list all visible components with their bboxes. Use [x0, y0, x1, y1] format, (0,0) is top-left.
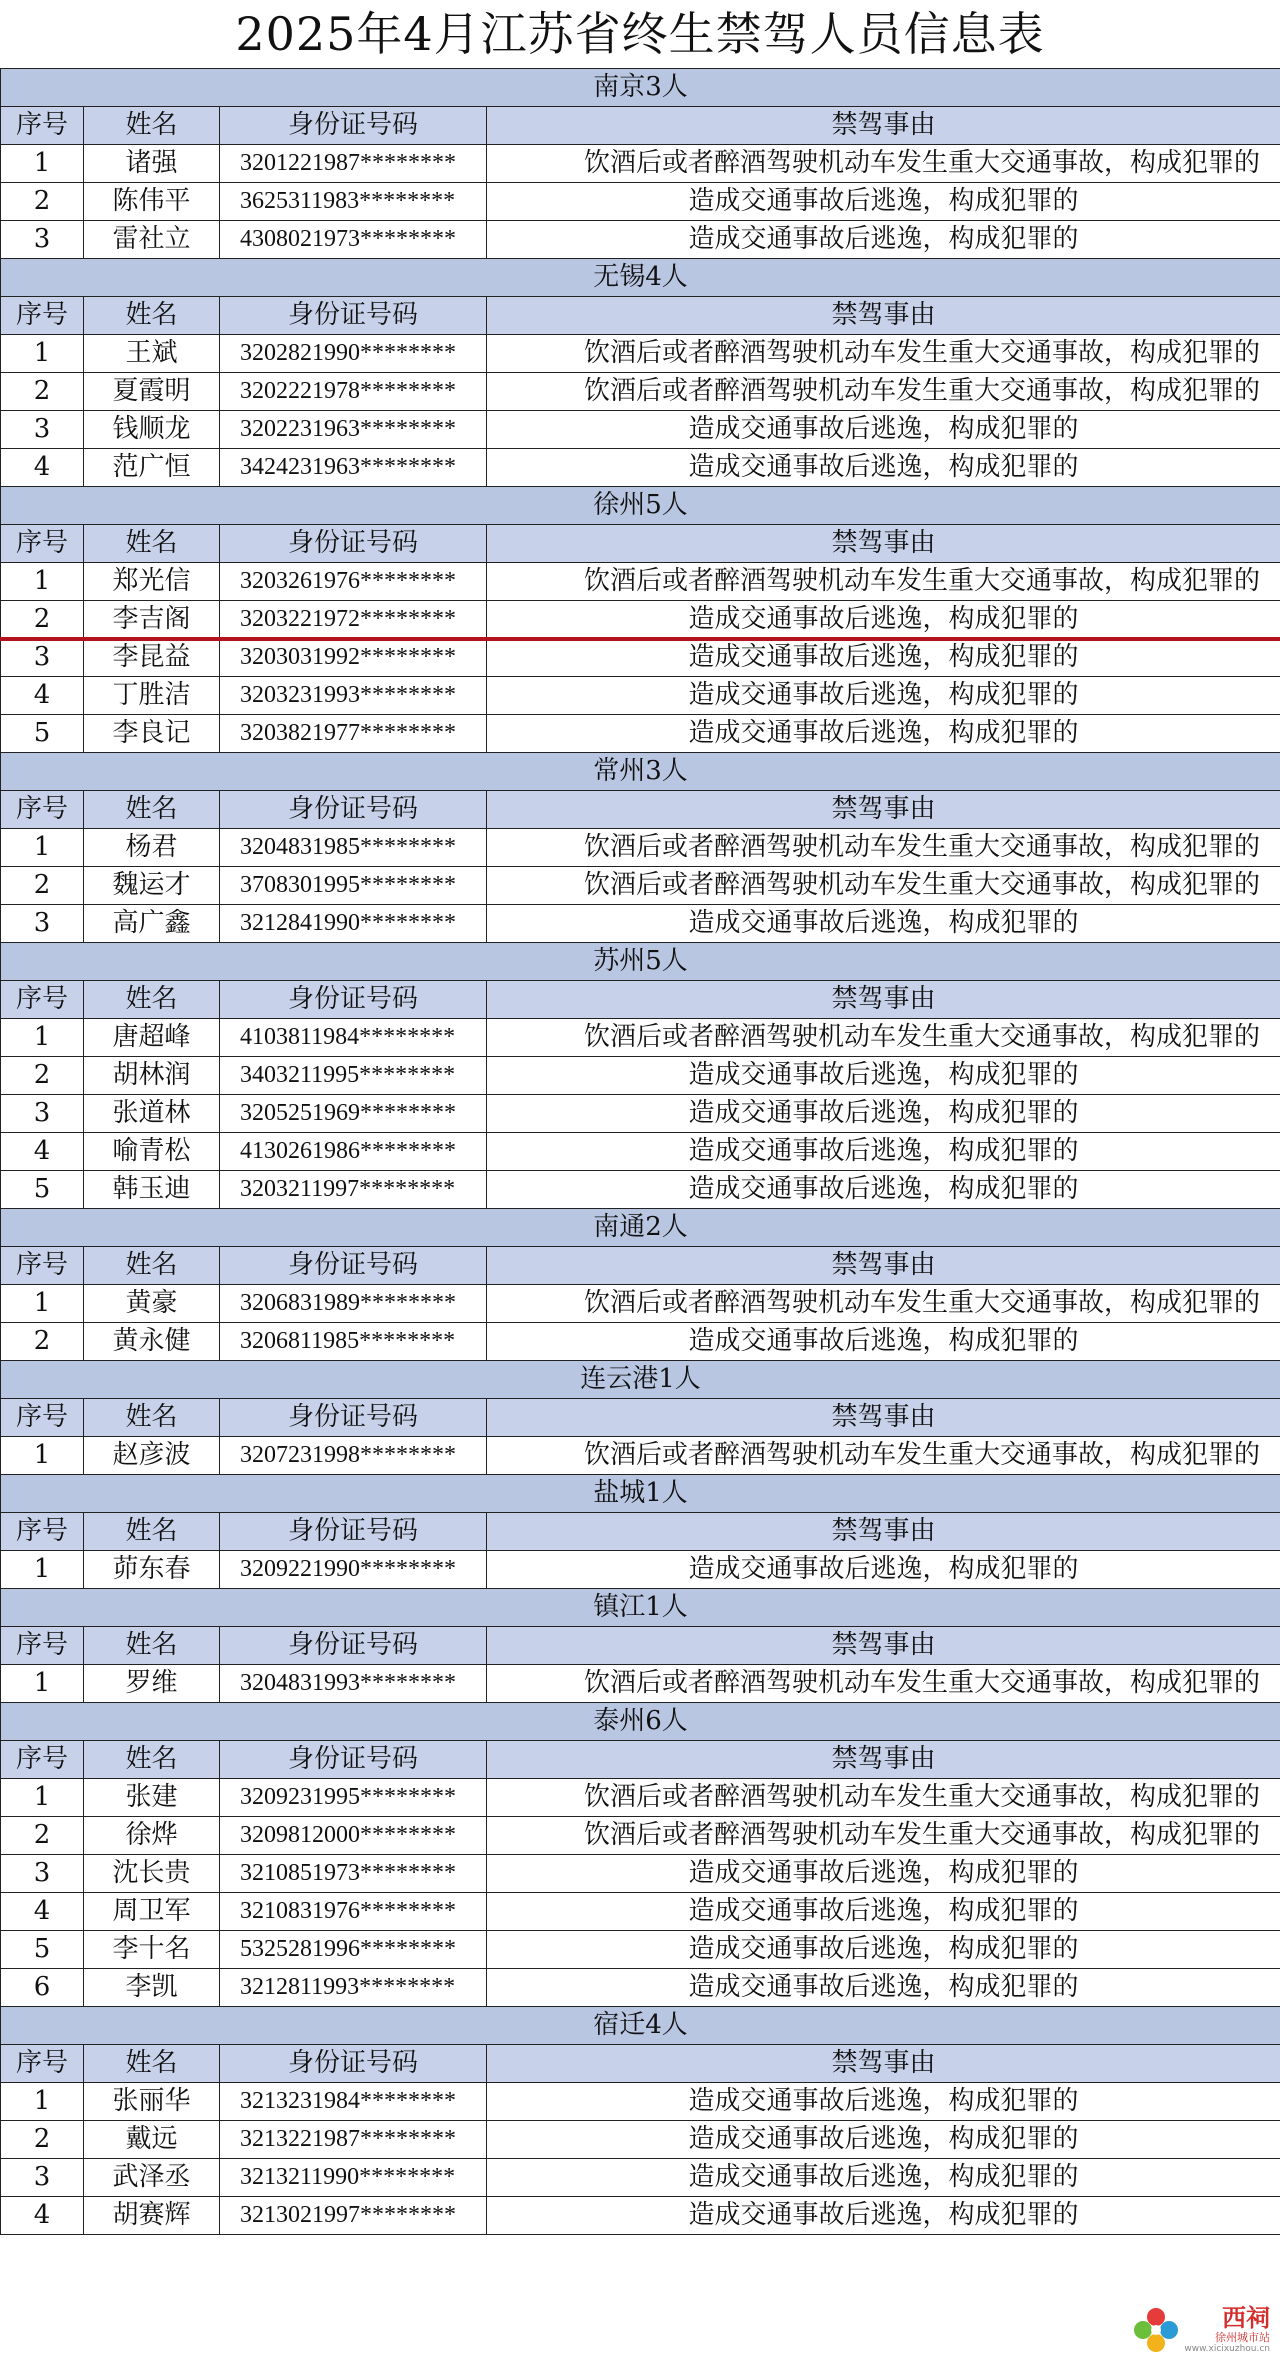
- cell-no: 1: [1, 829, 84, 867]
- cell-reason: 造成交通事故后逃逸，构成犯罪的: [487, 639, 1280, 677]
- cell-reason: 造成交通事故后逃逸，构成犯罪的: [487, 221, 1280, 259]
- cell-reason: 饮酒后或者醉酒驾驶机动车发生重大交通事故，构成犯罪的: [487, 1437, 1280, 1475]
- cell-id-number: 3708301995********: [220, 867, 487, 905]
- cell-id-number: 3206811985********: [220, 1323, 487, 1361]
- table-row: [1, 1323, 1280, 1361]
- cell-no: 4: [1, 1133, 84, 1171]
- cell-id-number: 3201221987********: [220, 145, 487, 183]
- table-row: [1, 1171, 1280, 1209]
- cell-name: 韩玉迪: [84, 1171, 220, 1209]
- table-row: [1, 715, 1280, 753]
- cell-name: 茆东春: [84, 1551, 220, 1589]
- cell-id-number: 3202221978********: [220, 373, 487, 411]
- table-row: [1, 2159, 1280, 2197]
- cell-name: 王斌: [84, 335, 220, 373]
- header-reason: 禁驾事由: [487, 2045, 1280, 2083]
- city-section-header: [1, 1703, 1280, 1741]
- cell-reason: 造成交通事故后逃逸，构成犯罪的: [487, 2083, 1280, 2121]
- cell-no: 2: [1, 867, 84, 905]
- header-name: 姓名: [84, 107, 220, 145]
- cell-reason: 饮酒后或者醉酒驾驶机动车发生重大交通事故，构成犯罪的: [487, 1665, 1280, 1703]
- table-row: [1, 221, 1280, 259]
- flower-logo-icon: [1134, 2308, 1178, 2352]
- cell-name: 唐超峰: [84, 1019, 220, 1057]
- cell-name: 喻青松: [84, 1133, 220, 1171]
- cell-id-number: 3210831976********: [220, 1893, 487, 1931]
- cell-reason: 饮酒后或者醉酒驾驶机动车发生重大交通事故，构成犯罪的: [487, 563, 1280, 601]
- cell-reason: 造成交通事故后逃逸，构成犯罪的: [487, 2121, 1280, 2159]
- city-label: 连云港1人: [1, 1361, 1280, 1399]
- cell-name: 李凯: [84, 1969, 220, 2007]
- header-name: 姓名: [84, 791, 220, 829]
- cell-name: 李吉阁: [84, 601, 220, 639]
- city-label: 徐州5人: [1, 487, 1280, 525]
- watermark-brand: 西祠: [1222, 2304, 1270, 2332]
- table-row: [1, 905, 1280, 943]
- table-wrapper: [0, 68, 1280, 2235]
- table-row: [1, 2121, 1280, 2159]
- cell-no: 1: [1, 563, 84, 601]
- table-row: [1, 1931, 1280, 1969]
- cell-id-number: 4308021973********: [220, 221, 487, 259]
- header-reason: 禁驾事由: [487, 1247, 1280, 1285]
- city-section-header: [1, 1475, 1280, 1513]
- cell-name: 沈长贵: [84, 1855, 220, 1893]
- header-name: 姓名: [84, 1627, 220, 1665]
- city-section-header: [1, 753, 1280, 791]
- header-reason: 禁驾事由: [487, 1627, 1280, 1665]
- cell-id-number: 3209221990********: [220, 1551, 487, 1589]
- header-no: 序号: [1, 525, 84, 563]
- cell-reason: 造成交通事故后逃逸，构成犯罪的: [487, 1323, 1280, 1361]
- table-row: [1, 829, 1280, 867]
- cell-no: 4: [1, 449, 84, 487]
- header-name: 姓名: [84, 2045, 220, 2083]
- cell-no: 1: [1, 1779, 84, 1817]
- header-name: 姓名: [84, 1247, 220, 1285]
- cell-no: 4: [1, 1893, 84, 1931]
- cell-reason: 造成交通事故后逃逸，构成犯罪的: [487, 1171, 1280, 1209]
- watermark: [1070, 2302, 1270, 2358]
- cell-id-number: 3424231963********: [220, 449, 487, 487]
- cell-reason: 造成交通事故后逃逸，构成犯罪的: [487, 905, 1280, 943]
- city-label: 镇江1人: [1, 1589, 1280, 1627]
- cell-no: 3: [1, 1855, 84, 1893]
- table-row: [1, 1057, 1280, 1095]
- header-no: 序号: [1, 981, 84, 1019]
- cell-reason: 饮酒后或者醉酒驾驶机动车发生重大交通事故，构成犯罪的: [487, 1019, 1280, 1057]
- header-no: 序号: [1, 297, 84, 335]
- column-header-row: [1, 107, 1280, 145]
- header-id: 身份证号码: [220, 107, 487, 145]
- table-row: [1, 1779, 1280, 1817]
- cell-reason: 造成交通事故后逃逸，构成犯罪的: [487, 715, 1280, 753]
- cell-no: 1: [1, 1551, 84, 1589]
- cell-no: 3: [1, 221, 84, 259]
- header-no: 序号: [1, 1399, 84, 1437]
- cell-name: 张建: [84, 1779, 220, 1817]
- header-no: 序号: [1, 107, 84, 145]
- cell-name: 范广恒: [84, 449, 220, 487]
- table-row: [1, 2083, 1280, 2121]
- cell-id-number: 3207231998********: [220, 1437, 487, 1475]
- table-row: [1, 1285, 1280, 1323]
- cell-no: 1: [1, 2083, 84, 2121]
- header-id: 身份证号码: [220, 1741, 487, 1779]
- table-row: [1, 2197, 1280, 2235]
- cell-id-number: 3212811993********: [220, 1969, 487, 2007]
- cell-name: 丁胜洁: [84, 677, 220, 715]
- cell-id-number: 3206831989********: [220, 1285, 487, 1323]
- city-label: 苏州5人: [1, 943, 1280, 981]
- city-label: 泰州6人: [1, 1703, 1280, 1741]
- highlight-underline: [0, 637, 1280, 641]
- cell-reason: 饮酒后或者醉酒驾驶机动车发生重大交通事故，构成犯罪的: [487, 373, 1280, 411]
- cell-name: 高广鑫: [84, 905, 220, 943]
- column-header-row: [1, 1627, 1280, 1665]
- header-no: 序号: [1, 1741, 84, 1779]
- header-name: 姓名: [84, 525, 220, 563]
- cell-name: 李良记: [84, 715, 220, 753]
- header-no: 序号: [1, 1627, 84, 1665]
- cell-no: 3: [1, 1095, 84, 1133]
- cell-reason: 造成交通事故后逃逸，构成犯罪的: [487, 1095, 1280, 1133]
- cell-reason: 造成交通事故后逃逸，构成犯罪的: [487, 2159, 1280, 2197]
- cell-no: 4: [1, 677, 84, 715]
- city-label: 盐城1人: [1, 1475, 1280, 1513]
- cell-no: 2: [1, 601, 84, 639]
- table-row: [1, 677, 1280, 715]
- table-row: [1, 867, 1280, 905]
- cell-reason: 造成交通事故后逃逸，构成犯罪的: [487, 2197, 1280, 2235]
- table-row: [1, 1095, 1280, 1133]
- cell-id-number: 3213021997********: [220, 2197, 487, 2235]
- table-row: [1, 1817, 1280, 1855]
- header-name: 姓名: [84, 297, 220, 335]
- cell-name: 张丽华: [84, 2083, 220, 2121]
- header-no: 序号: [1, 2045, 84, 2083]
- cell-id-number: 3203211997********: [220, 1171, 487, 1209]
- city-label: 无锡4人: [1, 259, 1280, 297]
- watermark-subtitle: 徐州城市站: [1215, 2331, 1270, 2344]
- cell-reason: 造成交通事故后逃逸，构成犯罪的: [487, 1057, 1280, 1095]
- table-row: [1, 639, 1280, 677]
- cell-id-number: 3213231984********: [220, 2083, 487, 2121]
- cell-name: 杨君: [84, 829, 220, 867]
- cell-id-number: 3203221972********: [220, 601, 487, 639]
- city-label: 南京3人: [1, 69, 1280, 107]
- cell-no: 1: [1, 145, 84, 183]
- cell-name: 李十名: [84, 1931, 220, 1969]
- cell-no: 3: [1, 2159, 84, 2197]
- cell-id-number: 3203231993********: [220, 677, 487, 715]
- table-row: [1, 1893, 1280, 1931]
- header-name: 姓名: [84, 981, 220, 1019]
- cell-name: 赵彦波: [84, 1437, 220, 1475]
- cell-name: 胡林润: [84, 1057, 220, 1095]
- city-label: 常州3人: [1, 753, 1280, 791]
- table-row: [1, 449, 1280, 487]
- cell-id-number: 3210851973********: [220, 1855, 487, 1893]
- cell-id-number: 4130261986********: [220, 1133, 487, 1171]
- cell-reason: 造成交通事故后逃逸，构成犯罪的: [487, 1893, 1280, 1931]
- cell-reason: 造成交通事故后逃逸，构成犯罪的: [487, 1551, 1280, 1589]
- column-header-row: [1, 1513, 1280, 1551]
- table-row: [1, 1551, 1280, 1589]
- header-id: 身份证号码: [220, 297, 487, 335]
- header-id: 身份证号码: [220, 981, 487, 1019]
- cell-id-number: 3203261976********: [220, 563, 487, 601]
- header-id: 身份证号码: [220, 1399, 487, 1437]
- cell-name: 魏运才: [84, 867, 220, 905]
- cell-no: 2: [1, 1817, 84, 1855]
- cell-name: 雷社立: [84, 221, 220, 259]
- column-header-row: [1, 525, 1280, 563]
- city-section-header: [1, 1361, 1280, 1399]
- cell-no: 1: [1, 335, 84, 373]
- table-row: [1, 183, 1280, 221]
- cell-reason: 造成交通事故后逃逸，构成犯罪的: [487, 677, 1280, 715]
- table-row: [1, 373, 1280, 411]
- cell-no: 2: [1, 1323, 84, 1361]
- cell-id-number: 3203821977********: [220, 715, 487, 753]
- cell-id-number: 3625311983********: [220, 183, 487, 221]
- cell-no: 2: [1, 183, 84, 221]
- ban-table: [0, 68, 1280, 2235]
- city-label: 宿迁4人: [1, 2007, 1280, 2045]
- cell-id-number: 3205251969********: [220, 1095, 487, 1133]
- city-section-header: [1, 1209, 1280, 1247]
- cell-no: 5: [1, 715, 84, 753]
- table-row: [1, 601, 1280, 639]
- header-reason: 禁驾事由: [487, 981, 1280, 1019]
- header-id: 身份证号码: [220, 2045, 487, 2083]
- city-section-header: [1, 487, 1280, 525]
- header-no: 序号: [1, 791, 84, 829]
- cell-id-number: 3202821990********: [220, 335, 487, 373]
- table-row: [1, 1969, 1280, 2007]
- cell-name: 胡赛辉: [84, 2197, 220, 2235]
- table-row: [1, 1855, 1280, 1893]
- watermark-url: www.xicixuzhou.cn: [1184, 2344, 1270, 2354]
- cell-id-number: 3212841990********: [220, 905, 487, 943]
- header-reason: 禁驾事由: [487, 791, 1280, 829]
- cell-no: 3: [1, 639, 84, 677]
- cell-no: 3: [1, 905, 84, 943]
- table-row: [1, 563, 1280, 601]
- cell-id-number: 3204831985********: [220, 829, 487, 867]
- cell-name: 诸强: [84, 145, 220, 183]
- cell-no: 2: [1, 373, 84, 411]
- cell-reason: 饮酒后或者醉酒驾驶机动车发生重大交通事故，构成犯罪的: [487, 1779, 1280, 1817]
- header-reason: 禁驾事由: [487, 1513, 1280, 1551]
- cell-no: 1: [1, 1665, 84, 1703]
- header-reason: 禁驾事由: [487, 1741, 1280, 1779]
- table-row: [1, 1665, 1280, 1703]
- cell-name: 武泽丞: [84, 2159, 220, 2197]
- city-section-header: [1, 943, 1280, 981]
- city-section-header: [1, 259, 1280, 297]
- cell-no: 1: [1, 1437, 84, 1475]
- city-section-header: [1, 69, 1280, 107]
- column-header-row: [1, 297, 1280, 335]
- cell-no: 5: [1, 1931, 84, 1969]
- header-id: 身份证号码: [220, 1627, 487, 1665]
- cell-reason: 饮酒后或者醉酒驾驶机动车发生重大交通事故，构成犯罪的: [487, 145, 1280, 183]
- city-label: 南通2人: [1, 1209, 1280, 1247]
- cell-reason: 饮酒后或者醉酒驾驶机动车发生重大交通事故，构成犯罪的: [487, 1285, 1280, 1323]
- header-reason: 禁驾事由: [487, 1399, 1280, 1437]
- column-header-row: [1, 1247, 1280, 1285]
- header-id: 身份证号码: [220, 525, 487, 563]
- cell-reason: 饮酒后或者醉酒驾驶机动车发生重大交通事故，构成犯罪的: [487, 1817, 1280, 1855]
- cell-id-number: 3209812000********: [220, 1817, 487, 1855]
- table-row: [1, 145, 1280, 183]
- table-row: [1, 411, 1280, 449]
- cell-reason: 造成交通事故后逃逸，构成犯罪的: [487, 1969, 1280, 2007]
- cell-reason: 造成交通事故后逃逸，构成犯罪的: [487, 411, 1280, 449]
- cell-id-number: 3403211995********: [220, 1057, 487, 1095]
- cell-no: 5: [1, 1171, 84, 1209]
- header-no: 序号: [1, 1247, 84, 1285]
- page-title: 2025年4月江苏省终生禁驾人员信息表: [235, 7, 1045, 61]
- cell-no: 6: [1, 1969, 84, 2007]
- cell-reason: 造成交通事故后逃逸，构成犯罪的: [487, 1931, 1280, 1969]
- cell-no: 2: [1, 2121, 84, 2159]
- cell-name: 钱顺龙: [84, 411, 220, 449]
- header-id: 身份证号码: [220, 1247, 487, 1285]
- cell-name: 罗维: [84, 1665, 220, 1703]
- header-name: 姓名: [84, 1741, 220, 1779]
- cell-name: 戴远: [84, 2121, 220, 2159]
- table-row: [1, 1019, 1280, 1057]
- cell-name: 黄永健: [84, 1323, 220, 1361]
- table-row: [1, 1437, 1280, 1475]
- cell-name: 郑光信: [84, 563, 220, 601]
- header-no: 序号: [1, 1513, 84, 1551]
- cell-name: 陈伟平: [84, 183, 220, 221]
- cell-no: 1: [1, 1019, 84, 1057]
- cell-id-number: 3202231963********: [220, 411, 487, 449]
- table-row: [1, 335, 1280, 373]
- cell-no: 4: [1, 2197, 84, 2235]
- header-id: 身份证号码: [220, 791, 487, 829]
- city-section-header: [1, 2007, 1280, 2045]
- cell-id-number: 5325281996********: [220, 1931, 487, 1969]
- cell-name: 张道林: [84, 1095, 220, 1133]
- cell-reason: 造成交通事故后逃逸，构成犯罪的: [487, 1133, 1280, 1171]
- cell-id-number: 3213221987********: [220, 2121, 487, 2159]
- cell-no: 1: [1, 1285, 84, 1323]
- table-row: [1, 1133, 1280, 1171]
- cell-reason: 造成交通事故后逃逸，构成犯罪的: [487, 183, 1280, 221]
- cell-id-number: 3204831993********: [220, 1665, 487, 1703]
- cell-no: 2: [1, 1057, 84, 1095]
- column-header-row: [1, 1399, 1280, 1437]
- header-reason: 禁驾事由: [487, 107, 1280, 145]
- column-header-row: [1, 2045, 1280, 2083]
- cell-reason: 造成交通事故后逃逸，构成犯罪的: [487, 1855, 1280, 1893]
- cell-name: 黄豪: [84, 1285, 220, 1323]
- cell-name: 李昆益: [84, 639, 220, 677]
- header-reason: 禁驾事由: [487, 297, 1280, 335]
- column-header-row: [1, 791, 1280, 829]
- cell-name: 周卫军: [84, 1893, 220, 1931]
- city-section-header: [1, 1589, 1280, 1627]
- cell-reason: 饮酒后或者醉酒驾驶机动车发生重大交通事故，构成犯罪的: [487, 829, 1280, 867]
- header-reason: 禁驾事由: [487, 525, 1280, 563]
- header-name: 姓名: [84, 1513, 220, 1551]
- cell-reason: 造成交通事故后逃逸，构成犯罪的: [487, 449, 1280, 487]
- cell-id-number: 3209231995********: [220, 1779, 487, 1817]
- cell-reason: 饮酒后或者醉酒驾驶机动车发生重大交通事故，构成犯罪的: [487, 335, 1280, 373]
- cell-id-number: 3203031992********: [220, 639, 487, 677]
- column-header-row: [1, 1741, 1280, 1779]
- column-header-row: [1, 981, 1280, 1019]
- cell-no: 3: [1, 411, 84, 449]
- cell-name: 徐烨: [84, 1817, 220, 1855]
- cell-id-number: 3213211990********: [220, 2159, 487, 2197]
- cell-name: 夏霞明: [84, 373, 220, 411]
- cell-id-number: 4103811984********: [220, 1019, 487, 1057]
- header-name: 姓名: [84, 1399, 220, 1437]
- header-id: 身份证号码: [220, 1513, 487, 1551]
- cell-reason: 造成交通事故后逃逸，构成犯罪的: [487, 601, 1280, 639]
- cell-reason: 饮酒后或者醉酒驾驶机动车发生重大交通事故，构成犯罪的: [487, 867, 1280, 905]
